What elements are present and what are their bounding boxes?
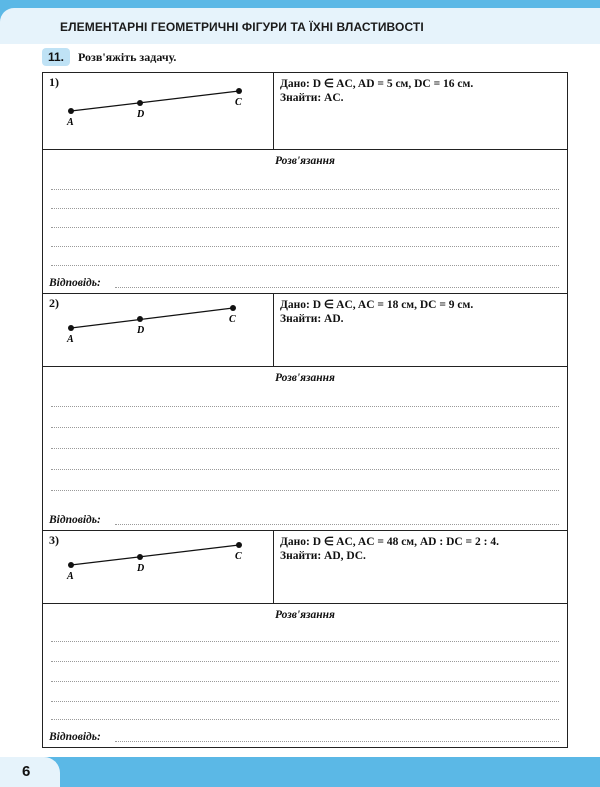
writing-line[interactable]: [51, 448, 559, 449]
label-d: D: [137, 109, 145, 120]
problem-1-number: 1): [49, 75, 59, 89]
writing-line[interactable]: [51, 719, 559, 720]
writing-line[interactable]: [51, 427, 559, 428]
solution-heading-2: Розв'язання: [275, 372, 335, 384]
point-d: [137, 316, 143, 322]
answer-label-2: Відповідь:: [49, 514, 101, 526]
page-number: 6: [22, 763, 31, 780]
problem-1-find: Знайти: AC.: [280, 92, 344, 104]
problem-block-1: [42, 72, 568, 294]
point-a: [68, 108, 74, 114]
writing-line[interactable]: [51, 189, 559, 190]
segment-ac-line: [71, 545, 239, 565]
label-a: A: [67, 117, 74, 128]
solution-heading-3: Розв'язання: [275, 609, 335, 621]
point-a: [68, 325, 74, 331]
problem-3-number: 3): [49, 533, 59, 547]
solution-heading-1: Розв'язання: [275, 155, 335, 167]
problem-3-given-block: [280, 535, 499, 563]
writing-line[interactable]: [51, 490, 559, 491]
writing-line[interactable]: [51, 701, 559, 702]
writing-line[interactable]: [51, 265, 559, 266]
answer-label-1: Відповідь:: [49, 277, 101, 289]
segment-diagram-2: [43, 294, 273, 366]
problem-1-figure: [43, 73, 274, 149]
problem-1-given: Дано: D ∈ AC, AD = 5 см, DC = 16 см.: [280, 78, 474, 90]
task-instruction: Розв'яжіть задачу.: [78, 50, 177, 64]
answer-line-2[interactable]: [115, 524, 559, 525]
answer-line-1[interactable]: [115, 287, 559, 288]
problem-block-3: [42, 530, 568, 748]
problem-3-given: Дано: D ∈ AC, AC = 48 см, AD : DC = 2 : 4.: [280, 536, 499, 548]
problem-1-header-row: [43, 73, 567, 150]
writing-line[interactable]: [51, 681, 559, 682]
problem-1-given-block: [280, 77, 473, 105]
point-a: [68, 562, 74, 568]
label-d: D: [137, 325, 145, 336]
problem-3-figure: [43, 531, 274, 603]
problem-2-given-block: [280, 298, 473, 326]
answer-line-3[interactable]: [115, 741, 559, 742]
writing-line[interactable]: [51, 661, 559, 662]
problem-2-number: 2): [49, 296, 59, 310]
problem-2-find: Знайти: AD.: [280, 313, 344, 325]
segment-ac-line: [71, 91, 239, 111]
segment-diagram-3: [43, 531, 273, 603]
task-number: 11.: [42, 48, 70, 66]
label-a: A: [67, 571, 74, 582]
problem-block-2: [42, 293, 568, 531]
footer-bar: [0, 757, 600, 787]
problem-3-find: Знайти: AD, DC.: [280, 550, 366, 562]
writing-line[interactable]: [51, 227, 559, 228]
label-a: A: [67, 334, 74, 345]
writing-line[interactable]: [51, 246, 559, 247]
problem-2-given: Дано: D ∈ AC, AC = 18 см, DC = 9 см.: [280, 299, 474, 311]
point-c: [230, 305, 236, 311]
problem-2-figure: [43, 294, 274, 366]
page-title: ЕЛЕМЕНТАРНІ ГЕОМЕТРИЧНІ ФІГУРИ ТА ЇХНІ ВЛАСТИВОСТІ: [60, 20, 424, 34]
segment-diagram-1: [43, 73, 273, 149]
writing-line[interactable]: [51, 406, 559, 407]
point-c: [236, 88, 242, 94]
writing-line[interactable]: [51, 469, 559, 470]
answer-label-3: Відповідь:: [49, 731, 101, 743]
label-c: C: [229, 314, 236, 325]
problem-2-header-row: [43, 294, 567, 367]
label-d: D: [137, 563, 145, 574]
point-c: [236, 542, 242, 548]
segment-ac-line: [71, 308, 233, 328]
writing-line[interactable]: [51, 641, 559, 642]
point-d: [137, 100, 143, 106]
point-d: [137, 554, 143, 560]
label-c: C: [235, 551, 242, 562]
problem-3-header-row: [43, 531, 567, 604]
writing-line[interactable]: [51, 208, 559, 209]
label-c: C: [235, 97, 242, 108]
